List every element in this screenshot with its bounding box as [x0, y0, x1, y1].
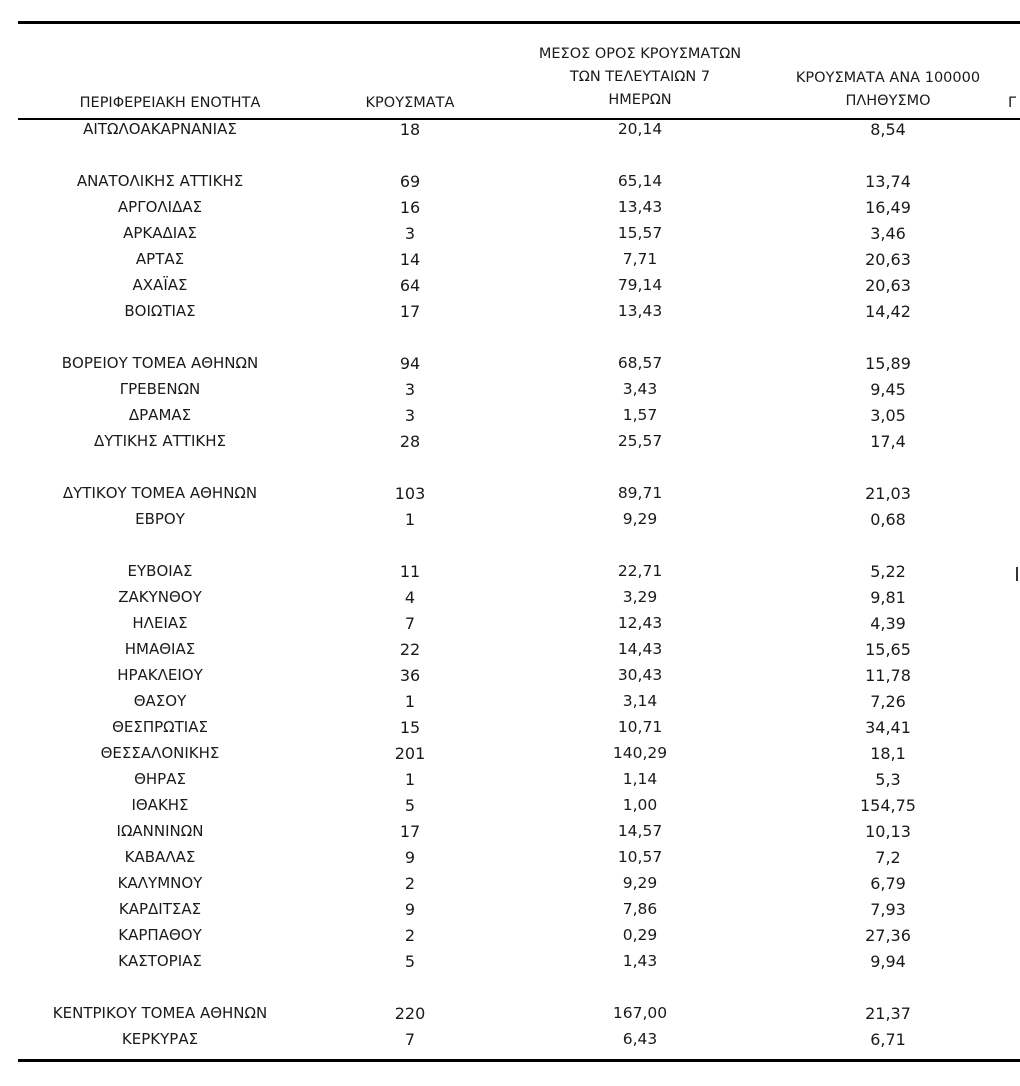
avg-cell: 1,43 — [622, 952, 658, 970]
cases-cell: 64 — [399, 276, 421, 295]
cases-cell: 7 — [404, 614, 416, 633]
per100k-cell: 0,68 — [870, 510, 906, 529]
avg-cell: 65,14 — [617, 172, 663, 190]
cases-cell: 103 — [394, 484, 426, 503]
avg-cell: 10,57 — [617, 848, 663, 866]
avg-cell: 1,14 — [622, 770, 658, 788]
region-cell: ΒΟΡΕΙΟΥ ΤΟΜΕΑ ΑΘΗΝΩΝ — [61, 354, 259, 372]
per100k-cell: 3,46 — [870, 224, 906, 243]
per100k-cell: 7,2 — [875, 848, 901, 867]
avg-cell: 20,14 — [617, 120, 663, 138]
per100k-cell: 27,36 — [865, 926, 911, 945]
table-row — [0, 718, 1020, 744]
region-cell: ΕΒΡΟΥ — [135, 510, 185, 528]
table-row — [0, 822, 1020, 848]
avg-cell: 3,43 — [622, 380, 658, 398]
avg-cell: 140,29 — [612, 744, 668, 762]
avg-cell: 22,71 — [617, 562, 663, 580]
cases-cell: 2 — [404, 874, 416, 893]
avg-cell: 167,00 — [612, 1004, 668, 1022]
cases-cell: 220 — [394, 1004, 426, 1023]
avg-cell: 12,43 — [617, 614, 663, 632]
per100k-cell: 20,63 — [865, 250, 911, 269]
table-row — [0, 692, 1020, 718]
avg-cell: 79,14 — [617, 276, 663, 294]
table-row — [0, 198, 1020, 224]
region-cell: ΔΡΑΜΑΣ — [128, 406, 192, 424]
cases-cell: 3 — [404, 380, 416, 399]
table-row — [0, 432, 1020, 458]
region-cell: ΓΡΕΒΕΝΩΝ — [119, 380, 201, 398]
avg-cell: 14,57 — [617, 822, 663, 840]
cases-cell: 22 — [399, 640, 421, 659]
per100k-cell: 9,45 — [870, 380, 906, 399]
cases-cell: 16 — [399, 198, 421, 217]
avg-cell: 15,57 — [617, 224, 663, 242]
cases-cell: 1 — [404, 692, 416, 711]
cases-cell: 4 — [404, 588, 416, 607]
region-cell: ΙΩΑΝΝΙΝΩΝ — [116, 822, 204, 840]
per100k-cell: 10,13 — [865, 822, 911, 841]
region-cell: ΑΝΑΤΟΛΙΚΗΣ ΑΤΤΙΚΗΣ — [76, 172, 244, 190]
table-row — [0, 926, 1020, 952]
avg-cell: 13,43 — [617, 198, 663, 216]
per100k-cell: 18,1 — [870, 744, 906, 763]
region-cell: ΗΡΑΚΛΕΙΟΥ — [117, 666, 203, 684]
table-row — [0, 666, 1020, 692]
table-row — [0, 640, 1020, 666]
table-row — [0, 354, 1020, 380]
table-row — [0, 588, 1020, 614]
table-row — [0, 380, 1020, 406]
cases-cell: 3 — [404, 224, 416, 243]
table-top-rule — [18, 21, 1020, 24]
cases-cell: 15 — [399, 718, 421, 737]
per100k-cell: 17,4 — [870, 432, 906, 451]
table-row — [0, 120, 1020, 146]
region-cell: ΘΗΡΑΣ — [134, 770, 186, 788]
avg-cell: 3,14 — [622, 692, 658, 710]
cases-cell: 7 — [404, 1030, 416, 1049]
per100k-cell: 5,3 — [875, 770, 901, 789]
per100k-cell: 9,94 — [870, 952, 906, 971]
region-cell: ΔΥΤΙΚΗΣ ΑΤΤΙΚΗΣ — [94, 432, 226, 450]
per100k-cell: 15,65 — [865, 640, 911, 659]
region-cell: ΑΡΚΑΔΙΑΣ — [123, 224, 197, 242]
cases-cell: 9 — [404, 900, 416, 919]
per100k-cell: 9,81 — [870, 588, 906, 607]
table-row — [0, 614, 1020, 640]
table-row — [0, 744, 1020, 770]
region-cell: ΚΑΛΥΜΝΟΥ — [117, 874, 203, 892]
table-row — [0, 250, 1020, 276]
table-row — [0, 276, 1020, 302]
region-cell: ΑΙΤΩΛΟΑΚΑΡΝΑΝΙΑΣ — [83, 120, 237, 138]
table-bottom-rule — [18, 1059, 1020, 1062]
region-cell: ΔΥΤΙΚΟΥ ΤΟΜΕΑ ΑΘΗΝΩΝ — [62, 484, 258, 502]
region-cell: ΚΑΣΤΟΡΙΑΣ — [118, 952, 202, 970]
region-cell: ΑΡΤΑΣ — [135, 250, 185, 268]
cases-cell: 9 — [404, 848, 416, 867]
avg-cell: 30,43 — [617, 666, 663, 684]
table-row — [0, 770, 1020, 796]
per100k-cell: 14,42 — [865, 302, 911, 321]
table-row — [0, 874, 1020, 900]
table-row — [0, 1030, 1020, 1056]
per100k-cell: 3,05 — [870, 406, 906, 425]
avg-cell: 1,00 — [622, 796, 658, 814]
avg-cell: 14,43 — [617, 640, 663, 658]
table-row — [0, 510, 1020, 536]
per100k-cell: 8,54 — [870, 120, 906, 139]
per100k-cell: 11,78 — [865, 666, 911, 685]
cases-cell: 69 — [399, 172, 421, 191]
avg-cell: 9,29 — [622, 874, 658, 892]
per100k-cell: 21,37 — [865, 1004, 911, 1023]
avg-cell: 13,43 — [617, 302, 663, 320]
table-row — [0, 406, 1020, 432]
region-cell: ΚΕΡΚΥΡΑΣ — [121, 1030, 199, 1048]
region-cell: ΚΑΒΑΛΑΣ — [124, 848, 196, 866]
cases-cell: 17 — [399, 822, 421, 841]
header-cases-per-100k: ΚΡΟΥΣΜΑΤΑ ΑΝΑ 100000 ΠΛΗΘΥΣΜΟ — [795, 70, 981, 109]
region-cell: ΘΕΣΠΡΩΤΙΑΣ — [112, 718, 208, 736]
table-row — [0, 562, 1020, 588]
avg-cell: 7,71 — [622, 250, 658, 268]
region-cell: ΘΕΣΣΑΛΟΝΙΚΗΣ — [100, 744, 220, 762]
per100k-cell: 13,74 — [865, 172, 911, 191]
per100k-cell: 7,26 — [870, 692, 906, 711]
region-cell: ΘΑΣΟΥ — [133, 692, 187, 710]
region-cell: ΗΛΕΙΑΣ — [132, 614, 188, 632]
region-cell: ΖΑΚΥΝΘΟΥ — [118, 588, 202, 606]
cases-cell: 36 — [399, 666, 421, 685]
table-row — [0, 224, 1020, 250]
table-row — [0, 796, 1020, 822]
cases-cell: 1 — [404, 510, 416, 529]
per100k-cell: 154,75 — [860, 796, 916, 815]
cases-cell: 201 — [394, 744, 426, 763]
per100k-cell: 6,71 — [870, 1030, 906, 1049]
per100k-cell: 7,93 — [870, 900, 906, 919]
table-row — [0, 952, 1020, 978]
avg-cell: 3,29 — [622, 588, 658, 606]
region-cell: ΕΥΒΟΙΑΣ — [127, 562, 193, 580]
avg-cell: 89,71 — [617, 484, 663, 502]
cases-cell: 2 — [404, 926, 416, 945]
table-row — [0, 484, 1020, 510]
table-row — [0, 848, 1020, 874]
cases-cell: 18 — [399, 120, 421, 139]
per100k-cell: 20,63 — [865, 276, 911, 295]
cases-cell: 3 — [404, 406, 416, 425]
avg-cell: 10,71 — [617, 718, 663, 736]
cutoff-column-fragment — [1016, 567, 1018, 581]
avg-cell: 9,29 — [622, 510, 658, 528]
table-row — [0, 302, 1020, 328]
cases-cell: 14 — [399, 250, 421, 269]
header-cutoff-column: Γ — [1008, 95, 1017, 111]
header-cases: ΚΡΟΥΣΜΑΤΑ — [365, 95, 455, 111]
per100k-cell: 16,49 — [865, 198, 911, 217]
region-cell: ΚΑΡΠΑΘΟΥ — [118, 926, 202, 944]
header-7day-average: ΜΕΣΟΣ ΟΡΟΣ ΚΡΟΥΣΜΑΤΩΝ ΤΩΝ ΤΕΛΕΥΤΑΙΩΝ 7 ΗΜΕΡΩΝ — [538, 46, 742, 108]
cases-cell: 28 — [399, 432, 421, 451]
per100k-cell: 4,39 — [870, 614, 906, 633]
per100k-cell: 6,79 — [870, 874, 906, 893]
per100k-cell: 34,41 — [865, 718, 911, 737]
table-row — [0, 1004, 1020, 1030]
region-cell: ΚΕΝΤΡΙΚΟΥ ΤΟΜΕΑ ΑΘΗΝΩΝ — [52, 1004, 268, 1022]
table-row — [0, 172, 1020, 198]
cases-cell: 5 — [404, 952, 416, 971]
region-cell: ΚΑΡΔΙΤΣΑΣ — [118, 900, 202, 918]
region-cell: ΑΡΓΟΛΙΔΑΣ — [117, 198, 203, 216]
avg-cell: 0,29 — [622, 926, 658, 944]
region-cell: ΒΟΙΩΤΙΑΣ — [124, 302, 196, 320]
table-row — [0, 900, 1020, 926]
cases-cell: 5 — [404, 796, 416, 815]
avg-cell: 7,86 — [622, 900, 658, 918]
per100k-cell: 5,22 — [870, 562, 906, 581]
avg-cell: 25,57 — [617, 432, 663, 450]
header-region: ΠΕΡΙΦΕΡΕΙΑΚΗ ΕΝΟΤΗΤΑ — [79, 95, 261, 111]
region-cell: ΗΜΑΘΙΑΣ — [124, 640, 196, 658]
per100k-cell: 21,03 — [865, 484, 911, 503]
avg-cell: 68,57 — [617, 354, 663, 372]
avg-cell: 6,43 — [622, 1030, 658, 1048]
cases-cell: 1 — [404, 770, 416, 789]
cases-cell: 17 — [399, 302, 421, 321]
region-cell: ΙΘΑΚΗΣ — [131, 796, 189, 814]
cases-cell: 11 — [399, 562, 421, 581]
avg-cell: 1,57 — [622, 406, 658, 424]
region-cell: ΑΧΑΪΑΣ — [132, 276, 188, 294]
per100k-cell: 15,89 — [865, 354, 911, 373]
cases-cell: 94 — [399, 354, 421, 373]
